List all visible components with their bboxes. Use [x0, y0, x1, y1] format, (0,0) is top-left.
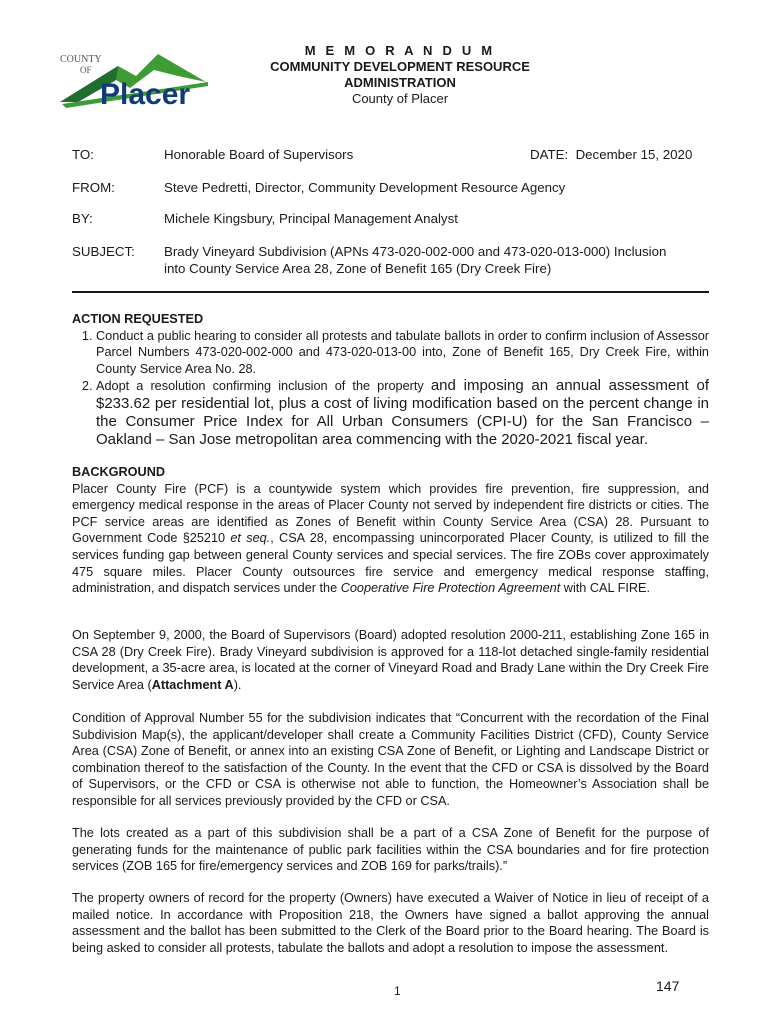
p1-text-c: with CAL FIRE. [560, 581, 651, 596]
attachment-a-reference: Attachment A [151, 677, 234, 692]
logo-of-word: OF [80, 65, 92, 75]
subject-value [164, 243, 724, 277]
to-label: TO: [72, 147, 94, 162]
header-divider [72, 291, 709, 293]
date-field [530, 146, 730, 163]
memo-title: M E M O R A N D U M [304, 43, 496, 58]
action-item-1: 1. Conduct a public hearing to consider all protests and tabulate ballots in order to confirm inclusion of Assessor Parcel Numbers 473-020-002-000 and 473-020-013-00 into, Zone of Benefit 165, Dry Creek Fire, within County Service Area No. 28. [96, 328, 709, 378]
action-item-2-lead: Adopt a resolution confirming inclusion of the property [96, 379, 431, 394]
background-section [72, 464, 709, 597]
action-item-2 [96, 377, 709, 448]
p3-text: Condition of Approval Number 55 for the subdivision indicates that “Concurrent with the recordation of the Final Subdivision Map(s), the applicant/developer shall create a Community Facilities District (CFD), County Service Area (CSA) Zone of Benefit, or annex into an existing CSA Zone of Benefit, or Lighting and Landscape District or combination thereof to the satisfaction of the County. In the event that the CFD or CSA is dissolved by the Board of Supervisors, or the CFD or CSA is otherwise not able to function, the Homeowner’s Association shall be responsible for all services previously provided by the CFD or CSA. [72, 711, 709, 808]
date-value: December 15, 2020 [575, 147, 693, 162]
p4-text: The lots created as a part of this subdivision shall be a part of a CSA Zone of Benefit for the purpose of generating funds for the maintenance of public park facilities within the CSA boundaries and for fire protection services (ZOB 165 for fire/emergency services and ZOB 169 for parks/trails).” [72, 826, 709, 874]
p1-et-seq: et seq. [230, 531, 271, 546]
background-heading: BACKGROUND [72, 465, 166, 479]
logo-placer-word: Placer [100, 78, 191, 111]
county-name: County of Placer [351, 91, 449, 106]
p2-text-a: On September 9, 2000, the Board of Supervisors (Board) adopted resolution 2000-211, establishing Zone 165 in CSA 28 (Dry Creek Fire). Brady Vineyard subdivision is approved for a 118-lot detached single-family residential development, a 35-acre area, is located at the corner of Vineyard Road and Brady Lane within the Dry Creek Fire Service Area ( [72, 628, 709, 692]
p1-agreement-title: Cooperative Fire Protection Agreement [340, 581, 561, 596]
background-paragraph-3 [72, 710, 709, 810]
from-value: Steve Pedretti, Director, Community Development Resource Agency [164, 180, 566, 195]
mountain-logo-icon [58, 52, 208, 114]
by-value: Michele Kingsbury, Principal Management Analyst [164, 211, 458, 226]
background-paragraph-4 [72, 825, 709, 875]
packet-page-stamp: 147 [656, 978, 680, 994]
p1-text-a: Placer County Fire (PCF) is a countywide system which provides fire prevention, fire suppression, and emergency medical response in the areas of Placer County not served by independent fire districts or cities. The PCF service areas are identified as Zones of Benefit within County Service Area (CSA) 28. Pursuant to Government Code §25210 [72, 481, 709, 546]
p2-text-b: ). [233, 677, 242, 692]
action-requested-heading: ACTION REQUESTED [72, 312, 204, 326]
from-label: FROM: [72, 180, 115, 195]
action-item-2-rest: and imposing an annual assessment of $233.62 per residential lot, plus a cost of living modification based on the percent change in the Consumer Price Index for All Urban Consumers (CPI-U) for the San Francisco – Oakland – San Jose metropolitan area commencing with the 2020-2021 fiscal year. [96, 377, 709, 448]
action-list [72, 328, 709, 449]
page-number: 1 [394, 984, 401, 998]
action-requested-section [72, 311, 709, 449]
date-label: DATE: [530, 147, 569, 162]
memo-header [230, 43, 570, 107]
department-line-1: COMMUNITY DEVELOPMENT RESOURCE [270, 59, 530, 74]
subject-line-1: Brady Vineyard Subdivision (APNs 473-020-002-000 and 473-020-013-000) Inclusion [164, 244, 667, 259]
to-value: Honorable Board of Supervisors [164, 147, 354, 162]
county-of-placer-logo [58, 52, 208, 114]
by-label: BY: [72, 211, 93, 226]
logo-county-word: COUNTY [60, 54, 102, 65]
background-paragraph-5 [72, 890, 709, 956]
background-paragraph-1 [72, 481, 709, 597]
department-line-2: ADMINISTRATION [344, 75, 456, 90]
subject-label: SUBJECT: [72, 244, 135, 259]
p1-text-b: , CSA 28, encompassing unincorporated Placer County, is utilized to fill the services funding gap between general County services and special services. The fire ZOBs cover approximately 475 square miles. Placer County outsources fire service and emergency medical response staffing, administration, and dispatch services under the [72, 531, 709, 596]
p5-text: The property owners of record for the property (Owners) have executed a Waiver of Notice in lieu of receipt of a mailed notice. In accordance with Proposition 218, the Owners have signed a ballot approving the annual assessment and the ballot has been submitted to the Clerk of the Board prior to the Board hearing. The Board is being asked to consider all protests, tabulate the ballots and adopt a resolution to impose the assessment. [72, 891, 709, 955]
subject-line-2: into County Service Area 28, Zone of Benefit 165 (Dry Creek Fire) [164, 261, 552, 276]
background-paragraph-2 [72, 627, 709, 693]
